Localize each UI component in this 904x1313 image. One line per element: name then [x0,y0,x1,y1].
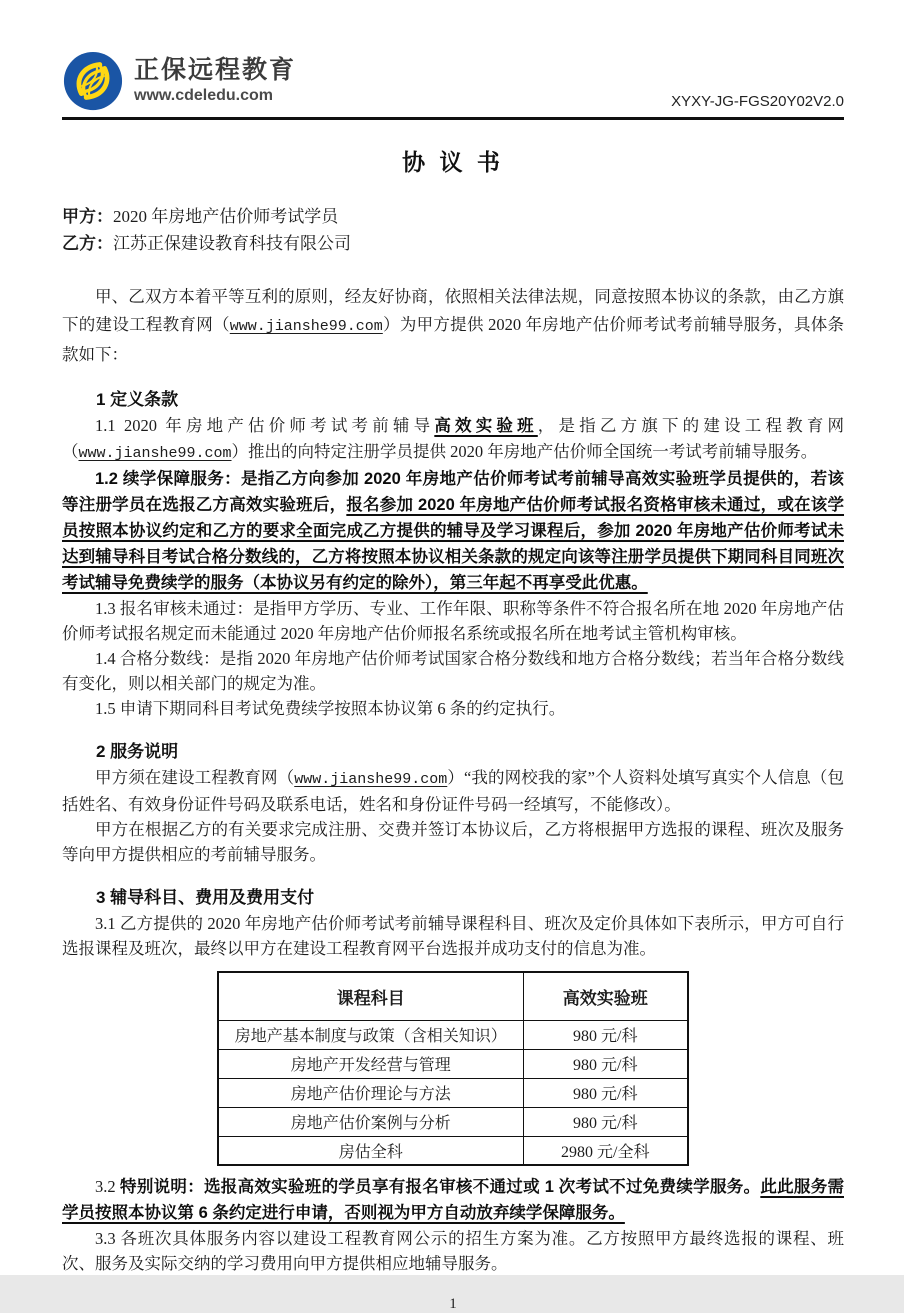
jianshe99-link: www.jianshe99.com [78,445,232,462]
jianshe99-link: www.jianshe99.com [294,771,448,788]
section2-paragraph-2: 甲方在根据乙方的有关要求完成注册、交费并签订本协议后，乙方将根据甲方选报的课程、班次及服务等向甲方提供相应的考前辅导服务。 [62,820,844,864]
document-code: XYXY-JG-FGS20Y02V2.0 [671,93,844,110]
party-a-value: 2020 年房地产估价师考试学员 [113,207,339,226]
clause-3-1: 3.1 乙方提供的 2020 年房地产估价师考试考前辅导课程科目、班次及定价具体如下表所示，甲方可自行选报课程及班次，最终以甲方在建设工程教育网平台选报并成功支付的信息为准。 [62,914,844,958]
party-a-label: 甲方： [62,207,113,226]
jianshe99-link: www.jianshe99.com [229,318,383,335]
table-row [218,1107,688,1136]
section1-heading: 1 定义条款 [96,390,179,409]
cell-price: 2980 元/全科 [523,1136,688,1165]
clause-3-2: 3.2 特别说明：选报高效实验班的学员享有报名审核不通过或 1 次考试不过免费续学服务。此此服务需学员按照本协议第 6 条约定进行申请，否则视为甲方自动放弃续学保障服务。 [62,1177,844,1222]
brand-text [134,57,296,105]
parties-block [62,203,844,257]
clause-1-2-underlined: 报名参加 2020 年房地产估价师考试报名资格审核未通过，或在该学员按照本协议约定和乙方的要求全面完成乙方提供的辅导及学习课程后，参加 2020 年房地产估价师考试未达到辅导科目考试合格分数线的，乙方将按照本协议相关条款的规定向该等注册学员提供下期同科目同班次考试辅导免费续学的服务（本协议另有约定的除外），第三年起不再享受此优惠。 [62,496,845,592]
cell-subject: 房地产基本制度与政策（含相关知识） [218,1020,523,1049]
section2-heading: 2 服务说明 [96,742,179,761]
table-header-row [218,972,688,1020]
clause-1-5: 1.5 申请下期同科目考试免费续学按照本协议第 6 条的约定执行。 [95,699,566,718]
table-row [218,1136,688,1165]
party-b-label: 乙方： [62,234,113,253]
party-b-value: 江苏正保建设教育科技有限公司 [113,234,351,253]
page-number: 1 [449,1296,457,1312]
brand-block [62,50,296,112]
brand-name: 正保远程教育 [134,55,297,84]
section3-heading: 3 辅导科目、费用及费用支付 [96,888,315,907]
party-b-line [62,230,844,257]
cell-subject: 房地产估价案例与分析 [218,1107,523,1136]
cell-price: 980 元/科 [523,1078,688,1107]
section2-paragraph-1: 甲方须在建设工程教育网（www.jianshe99.com）“我的网校我的家”个人资料处填写真实个人信息（包括姓名、有效身份证件号码及联系电话，姓名和身份证件号码一经填写，不能修改）。 [62,768,845,814]
cell-price: 980 元/科 [523,1020,688,1049]
brand-url: www.cdeledu.com [134,87,273,105]
zhengbao-logo-icon [62,50,124,112]
clause-1-3: 1.3 报名审核未通过：是指甲方学历、专业、工作年限、职称等条件不符合报名所在地 2020 年房地产估价师考试报名规定而未能通过 2020 年房地产估价师报名系统或报名所在地考试主管机构审核。 [62,599,844,643]
document-header [62,50,844,112]
table-row [218,1078,688,1107]
table-row [218,1020,688,1049]
column-header-class: 高效实验班 [523,972,688,1020]
highlight-gaoxiao-class: 高效实验班 [434,417,538,435]
clause-3-3: 3.3 各班次具体服务内容以建设工程教育网公示的招生方案为准。乙方按照甲方最终选报的课程、班次、服务及实际交纳的学习费用向甲方提供相应地辅导服务。 [62,1229,844,1273]
clause-1-2: 1.2 续学保障服务：是指乙方向参加 2020 年房地产估价师考试考前辅导高效实验班学员提供的，若该等注册学员在选报乙方高效实验班后，报名参加 2020 年房地产估价师考试报名资格审核未通过，或在该学员按照本协议约定和乙方的要求全面完成乙方提供的辅导及学习课程后，参加 2020 年房地产估价师考试未达到辅导科目考试合格分数线的，乙方将按照本协议相关条款的规定向该等注册学员提供下期同科目同班次考试辅导免费续学的服务（本协议另有约定的除外），第三年起不再享受此优惠。 [62,470,845,592]
clause-3-2-underlined: 此此服务需学员按照本协议第 6 条约定进行申请，否则视为甲方自动放弃续学保障服务。 [62,1178,844,1222]
intro-paragraph: 甲、乙双方本着平等互利的原则，经友好协商，依照相关法律法规，同意按照本协议的条款，由乙方旗下的建设工程教育网（www.jianshe99.com）为甲方提供 2020 年房地产估价师考试考前辅导服务，具体条款如下： [62,287,845,364]
clause-1-1: 1.1 2020 年房地产估价师考试考前辅导高效实验班，是指乙方旗下的建设工程教育网（www.jianshe99.com）推出的向特定注册学员提供 2020 年房地产估价师全国统一考试考前辅导服务。 [62,416,845,462]
party-a-line [62,203,844,230]
page-title: 协 议 书 [402,149,504,175]
course-price-table [217,971,689,1166]
cell-price: 980 元/科 [523,1049,688,1078]
cell-subject: 房地产估价理论与方法 [218,1078,523,1107]
header-divider [62,117,844,120]
cell-price: 980 元/科 [523,1107,688,1136]
cell-subject: 房估全科 [218,1136,523,1165]
clause-1-4: 1.4 合格分数线：是指 2020 年房地产估价师考试国家合格分数线和地方合格分数线；若当年合格分数线有变化，则以相关部门的规定为准。 [62,649,844,693]
column-header-subject: 课程科目 [218,972,523,1020]
cell-subject: 房地产开发经营与管理 [218,1049,523,1078]
table-row [218,1049,688,1078]
